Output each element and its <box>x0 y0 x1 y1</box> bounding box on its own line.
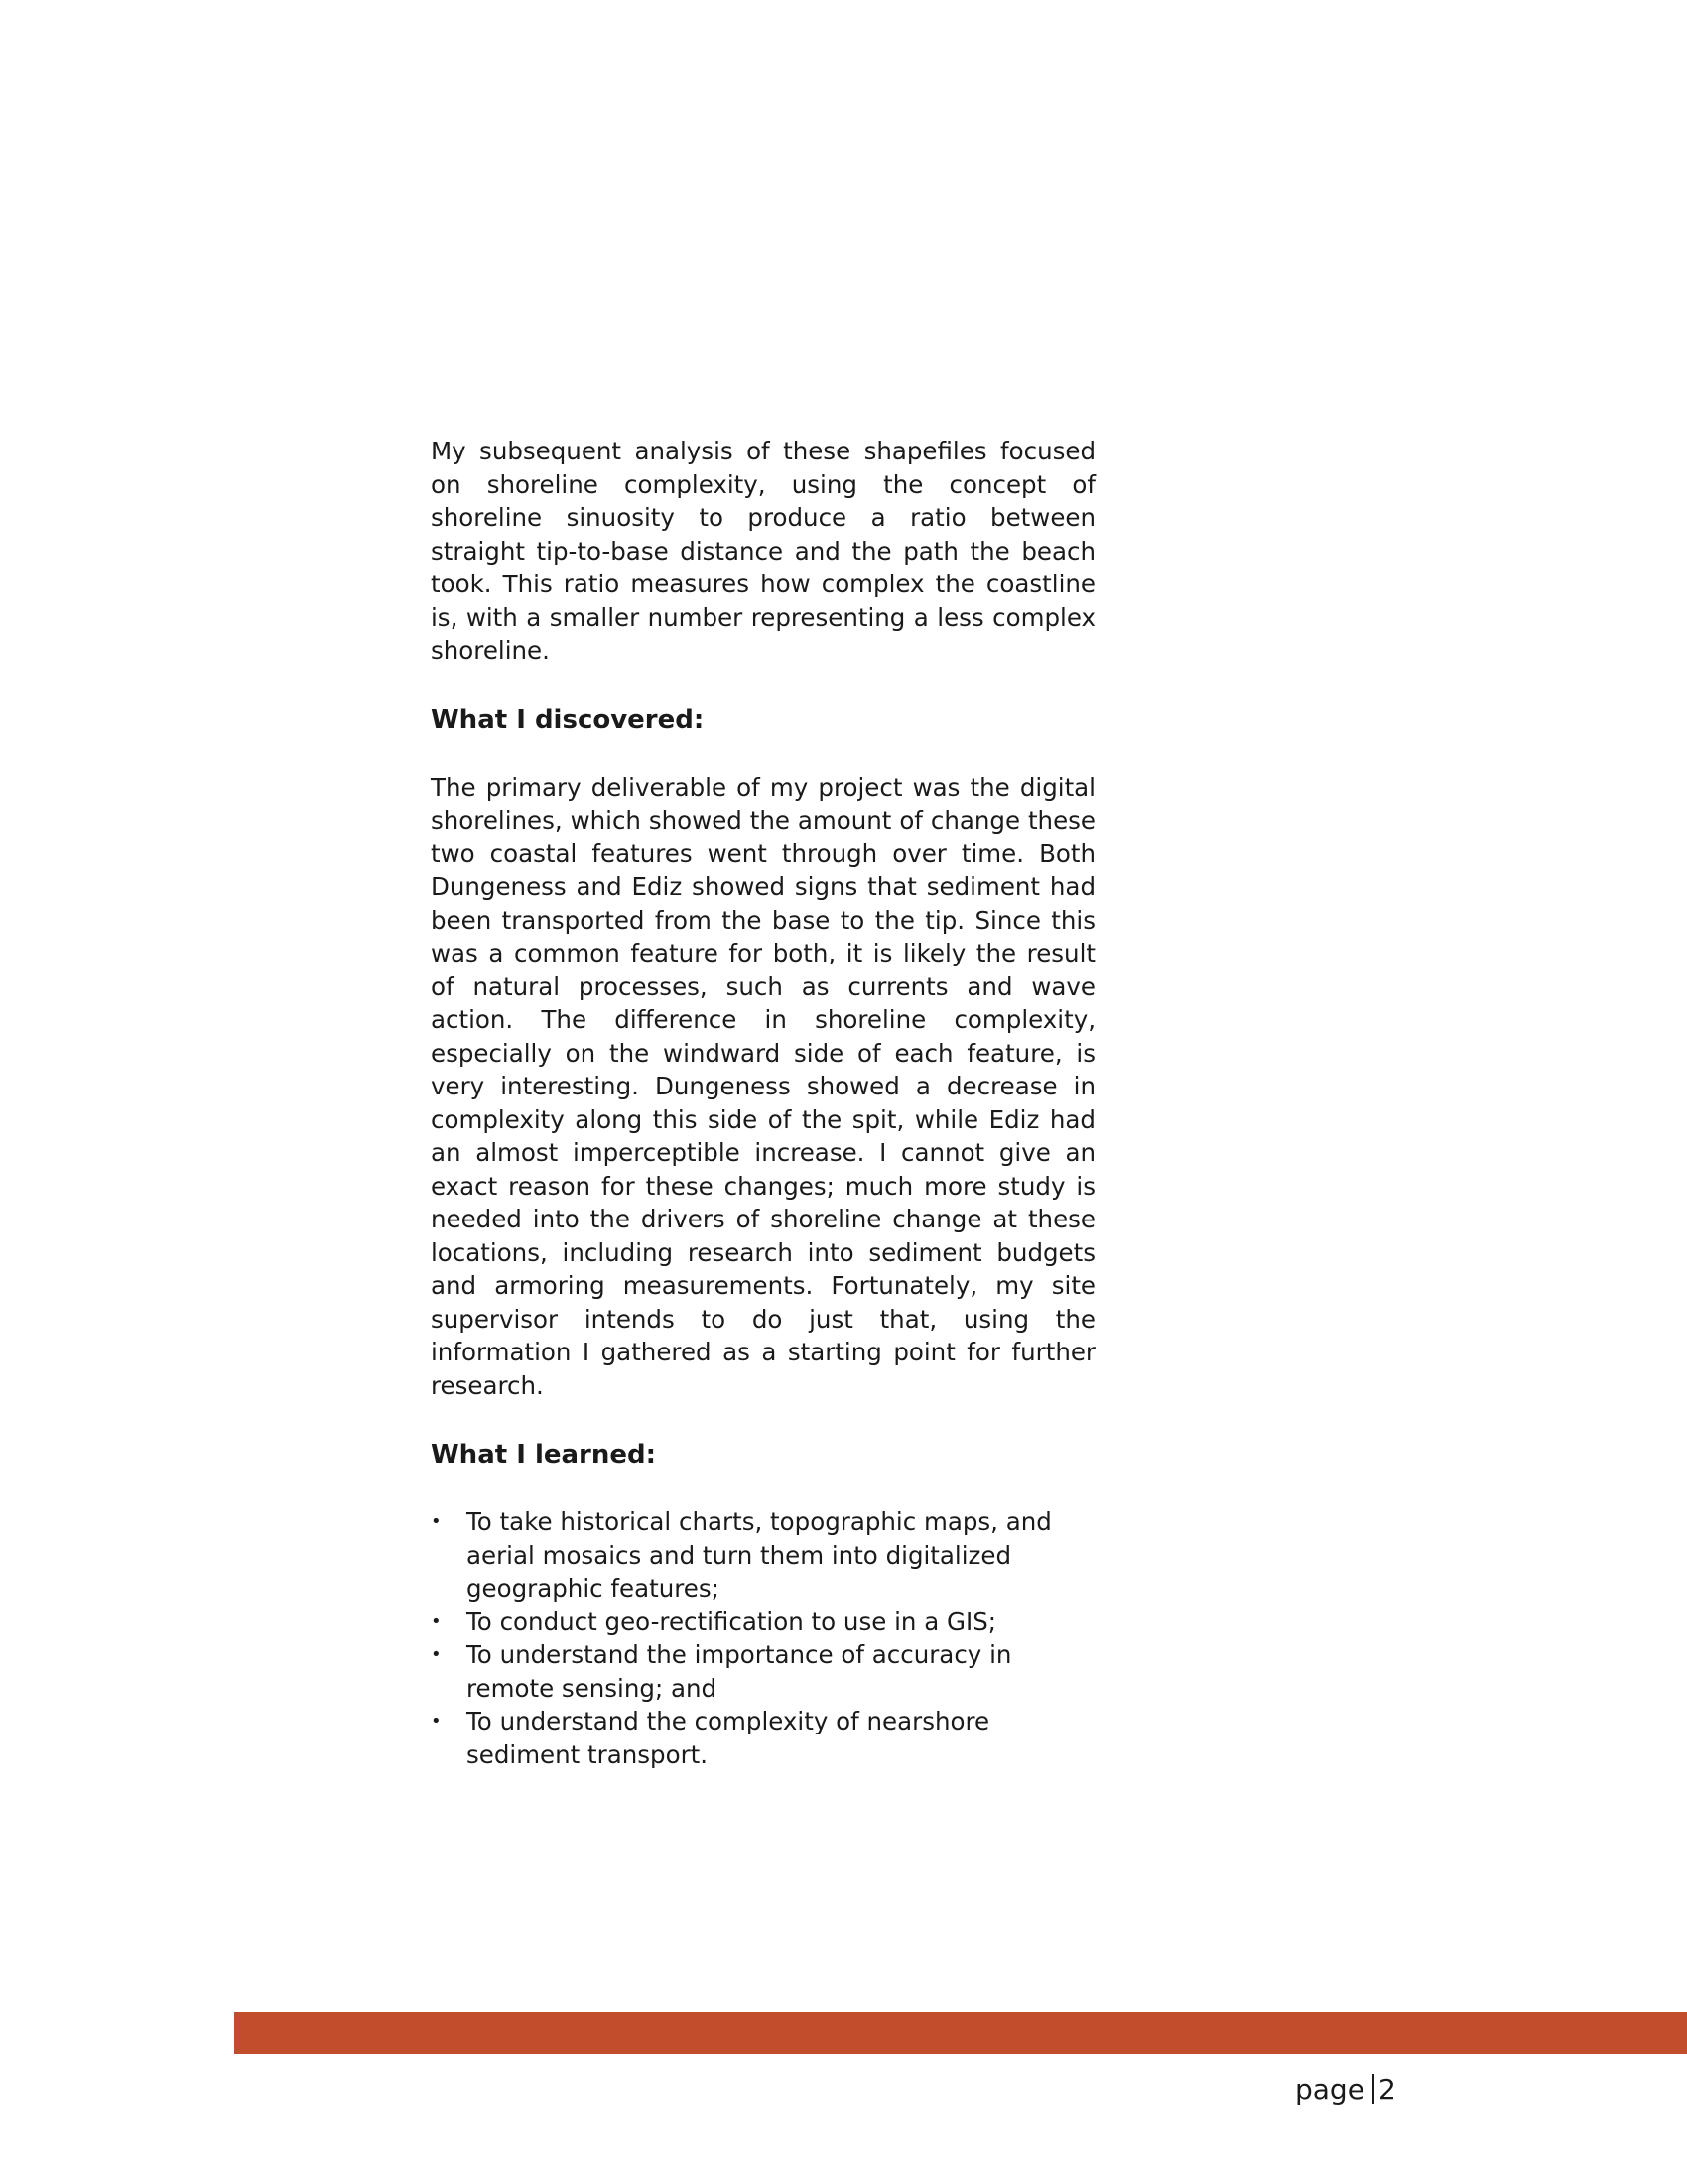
list-item-text: To take historical charts, topographic maps, and aerial mosaics and turn them into digitalized geographic features; <box>466 1507 1052 1603</box>
learned-bullet-list <box>431 1505 1096 1771</box>
list-item <box>431 1505 1082 1606</box>
footer-accent-bar <box>234 2012 1687 2054</box>
list-item-text: To conduct geo-rectification to use in a GIS; <box>466 1606 997 1636</box>
page-label: page <box>1295 2073 1364 2106</box>
section-heading-learned: What I learned: <box>431 1440 657 1470</box>
list-item-text: To understand the importance of accuracy in remote sensing; and <box>466 1640 1012 1703</box>
bullet-icon: • <box>431 1511 442 1532</box>
bullet-icon: • <box>431 1644 442 1665</box>
list-item <box>431 1606 1082 1639</box>
bullet-icon: • <box>431 1711 442 1732</box>
page-number <box>1295 2072 1396 2108</box>
list-item <box>431 1638 1082 1705</box>
document-body <box>431 435 1096 1771</box>
list-item-text: To understand the complexity of nearshore sediment transport. <box>466 1707 990 1769</box>
page-number-value: 2 <box>1377 2073 1396 2106</box>
page-separator <box>1372 2074 1374 2104</box>
intro-paragraph: My subsequent analysis of these shapefiles focused on shoreline complexity, using the concept of shoreline sinuosity to produce a ratio between straight tip-to-base distance and the path the beach took. This ratio measures how complex the coastline is, with a smaller number representing a less complex shoreline. <box>431 437 1096 665</box>
list-item <box>431 1705 1082 1771</box>
section-heading-discovered: What I discovered: <box>431 705 705 735</box>
discovered-paragraph: The primary deliverable of my project was the digital shorelines, which showed the amount of change these two coastal features went through over time. Both Dungeness and Ediz showed signs that sediment had been transported from the base to the tip. Since this was a common feature for both, it is likely the result of natural processes, such as currents and wave action. The difference in shoreline complexity, especially on the windward side of each feature, is very interesting. Dungeness showed a decrease in complexity along this side of the spit, while Ediz had an almost imperceptible increase. I cannot give an exact reason for these changes; much more study is needed into the drivers of shoreline change at these locations, including research into sediment budgets and armoring measurements. Fortunately, my site supervisor intends to do just that, using the information I gathered as a starting point for further research. <box>431 772 1096 1400</box>
bullet-icon: • <box>431 1610 442 1632</box>
